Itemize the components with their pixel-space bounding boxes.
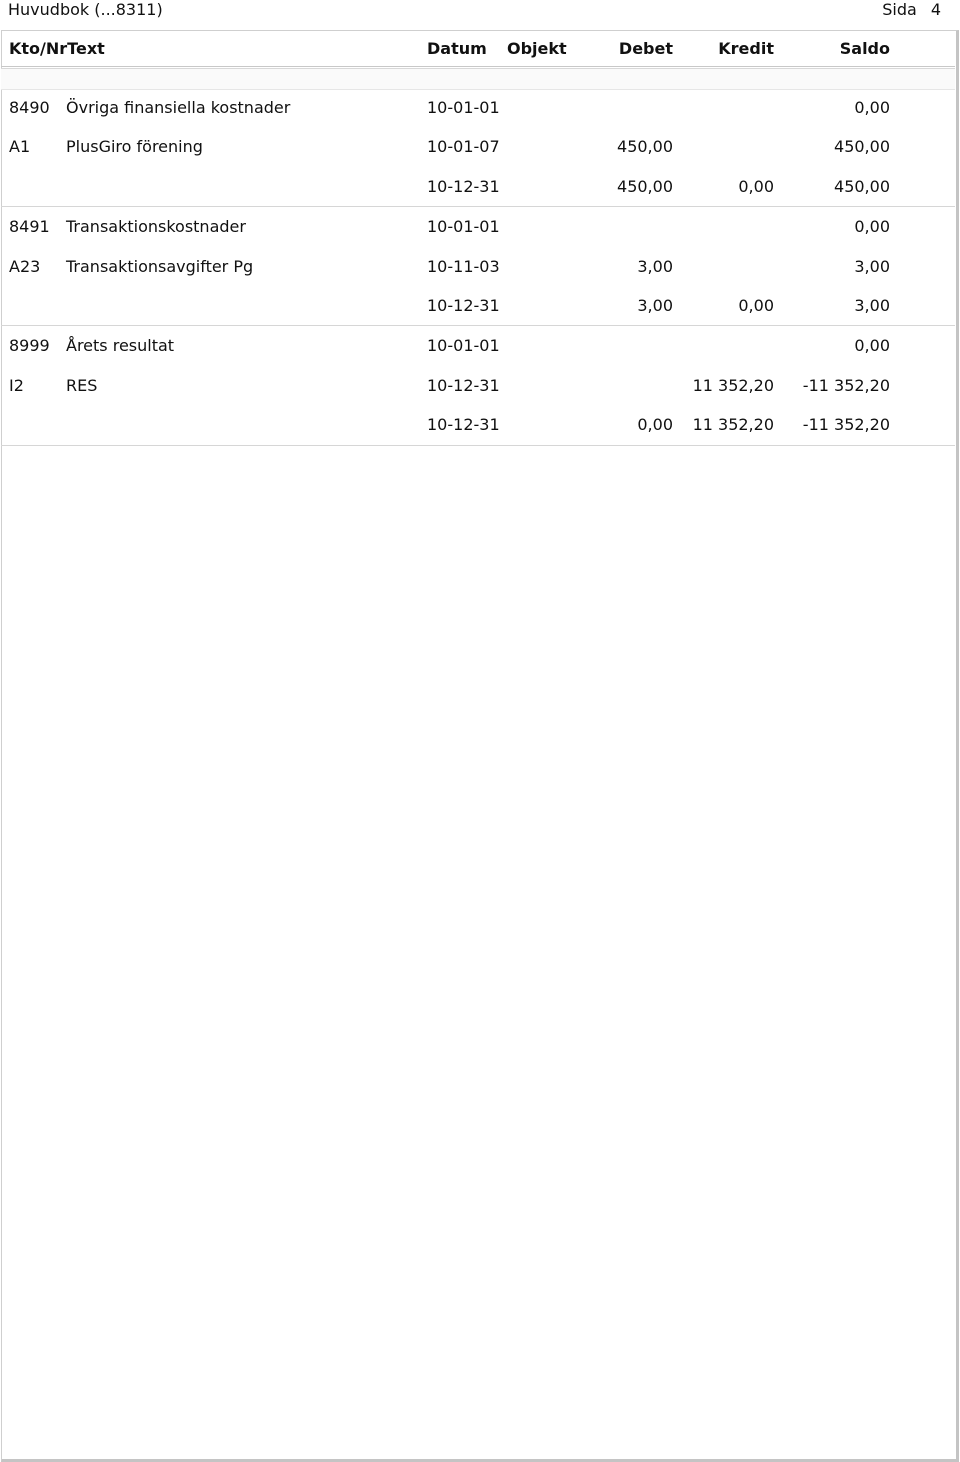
cell-kto: A23 [9,256,41,276]
cell-datum: 10-01-01 [427,217,500,237]
cell-kredit: 11 352,20 [692,415,774,435]
cell-kto: A1 [9,137,31,157]
col-kredit: Kredit [718,39,774,58]
cell-datum: 10-11-03 [427,256,500,276]
header-separator [1,68,955,90]
cell-saldo: -11 352,20 [802,375,890,395]
table-row [1,88,955,127]
page-label: Sida [882,0,917,19]
table-row [1,326,955,365]
cell-kto: 8490 [9,98,50,117]
cell-kto: 8999 [9,336,50,356]
cell-text: Transaktionsavgifter Pg [66,256,254,276]
table-row [1,207,955,246]
cell-saldo: 0,00 [854,217,890,237]
cell-text: Årets resultat [66,336,175,356]
cell-datum: 10-12-31 [427,415,500,435]
cell-saldo: 3,00 [854,256,890,276]
table-row [1,366,955,405]
col-kto: Kto/NrText [9,39,105,58]
cell-kto: I2 [9,375,24,395]
table-row [1,127,955,166]
cell-saldo: 450,00 [834,176,890,196]
col-debet: Debet [618,39,673,58]
col-saldo: Saldo [839,39,890,58]
cell-debet: 3,00 [637,295,673,315]
page-number: 4 [930,0,941,19]
cell-datum: 10-01-07 [427,137,500,157]
cell-text: RES [66,375,98,395]
report-title: Huvudbok (...8311) [8,0,163,19]
cell-datum: 10-01-01 [427,336,500,356]
cell-kredit: 0,00 [738,295,774,315]
total-row [1,405,955,445]
cell-debet: 450,00 [617,176,673,196]
cell-kto: 8491 [9,217,50,237]
cell-datum: 10-12-31 [427,295,500,315]
cell-text: Transaktionskostnader [66,217,246,237]
ledger-rows [1,88,955,446]
total-row [1,286,955,326]
page-header [0,0,960,22]
cell-saldo: 0,00 [854,336,890,356]
total-row [1,167,955,207]
cell-text: Övriga finansiella kostnader [66,98,291,117]
cell-datum: 10-12-31 [427,375,500,395]
cell-kredit: 0,00 [738,176,774,196]
cell-kredit: 11 352,20 [692,375,774,395]
cell-saldo: 0,00 [854,98,890,117]
cell-text: PlusGiro förening [66,137,203,157]
col-objekt: Objekt [507,39,567,58]
cell-saldo: 3,00 [854,295,890,315]
cell-datum: 10-01-01 [427,98,500,117]
cell-saldo: 450,00 [834,137,890,157]
cell-saldo: -11 352,20 [802,415,890,435]
cell-datum: 10-12-31 [427,176,500,196]
cell-debet: 0,00 [637,415,673,435]
cell-debet: 3,00 [637,256,673,276]
cell-debet: 450,00 [617,137,673,157]
col-datum: Datum [427,39,487,58]
page-indicator [868,0,941,20]
column-header [1,30,955,67]
table-row [1,247,955,286]
